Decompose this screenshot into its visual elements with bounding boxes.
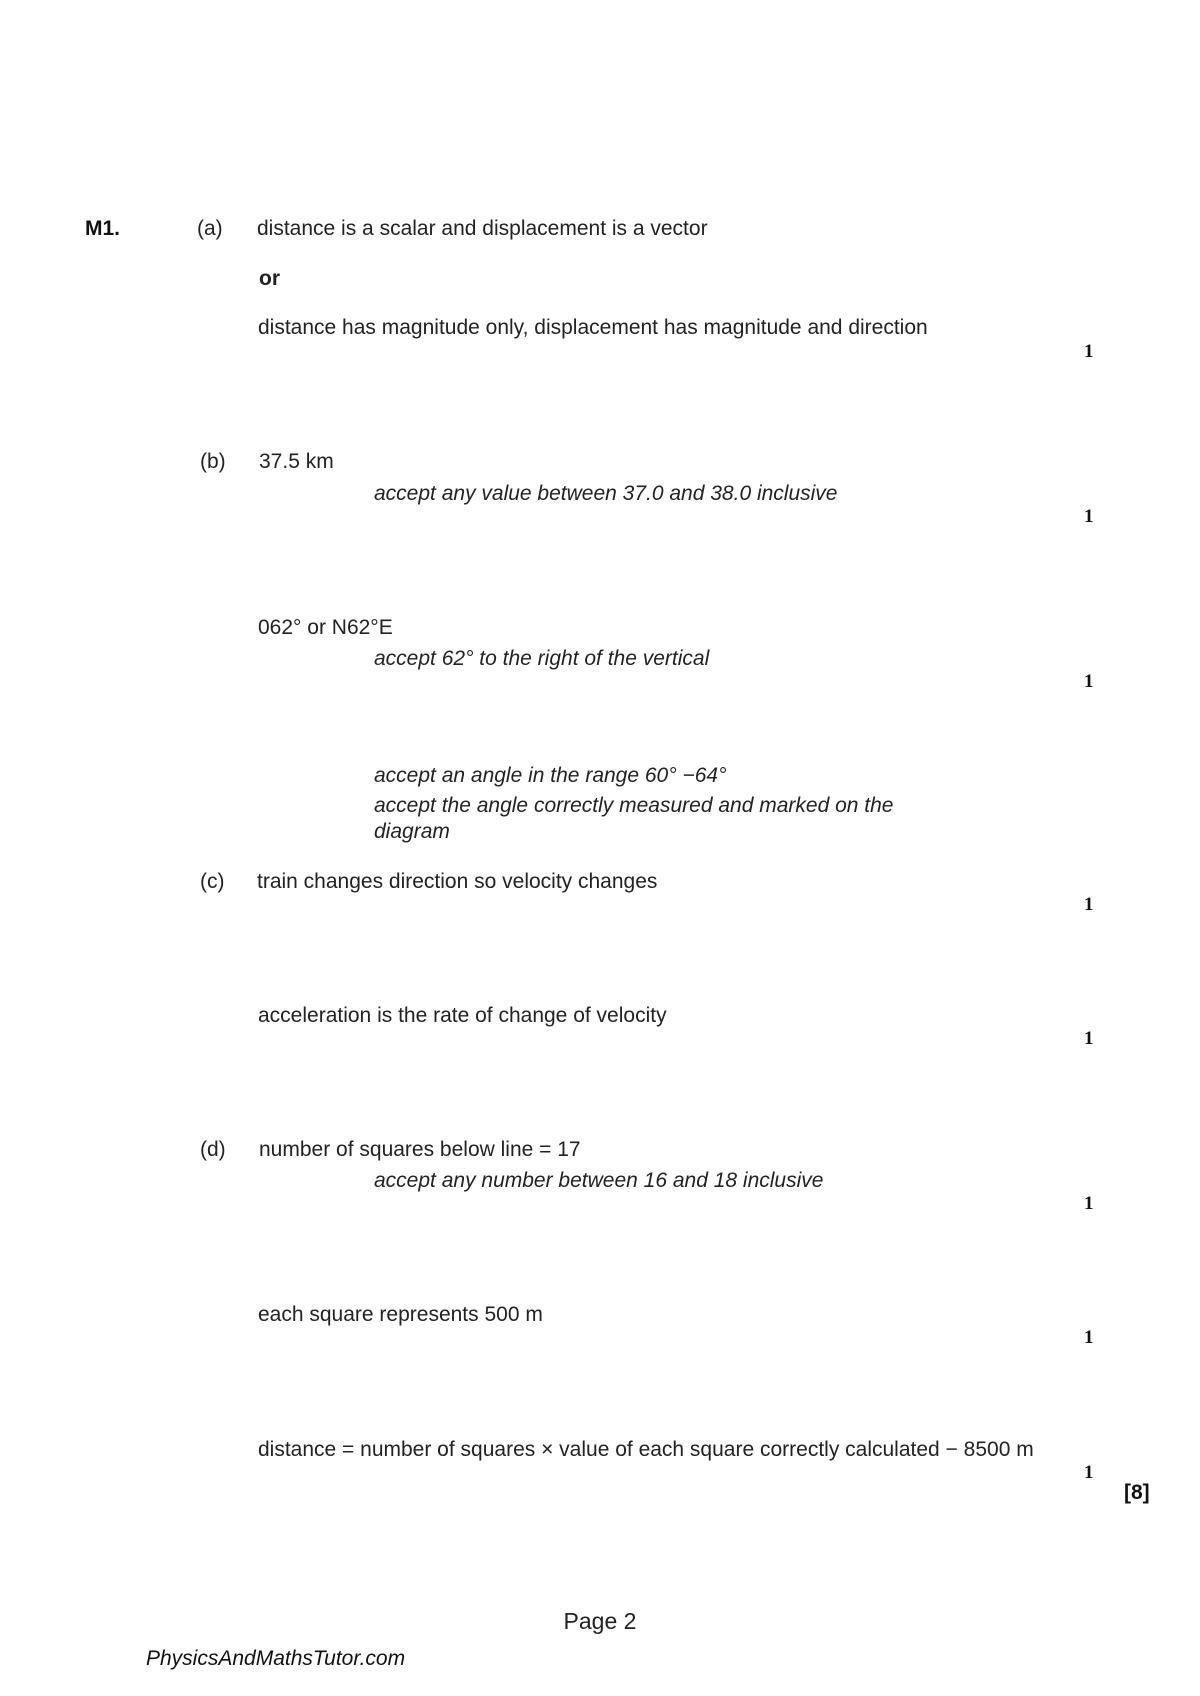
part-c-answer-1: train changes direction so velocity changes [257, 870, 658, 893]
part-d-answer-2: each square represents 500 m [258, 1303, 543, 1326]
part-a-or: or [259, 267, 280, 290]
part-a-label: (a) [197, 217, 223, 240]
mark-7: 1 [1084, 1327, 1094, 1348]
part-b-answer-2: 062° or N62°E [258, 616, 393, 639]
part-b-label: (b) [200, 450, 226, 473]
part-d-answer-1: number of squares below line = 17 [259, 1138, 581, 1161]
mark-2: 1 [1084, 506, 1094, 527]
question-number: M1. [85, 217, 121, 240]
mark-4: 1 [1084, 894, 1094, 915]
footer-brand: PhysicsAndMathsTutor.com [146, 1647, 406, 1670]
mark-8: 1 [1084, 1462, 1094, 1483]
part-d-label: (d) [200, 1138, 226, 1161]
part-b-note-3: accept an angle in the range 60° −64° [374, 764, 727, 787]
part-b-note-4b: diagram [374, 820, 450, 843]
part-b-note-1: accept any value between 37.0 and 38.0 inclusive [374, 482, 838, 505]
mark-5: 1 [1084, 1028, 1094, 1049]
mark-6: 1 [1084, 1193, 1094, 1214]
part-c-answer-2: acceleration is the rate of change of velocity [258, 1004, 667, 1027]
part-b-note-4a: accept the angle correctly measured and marked on the [374, 794, 894, 817]
total-marks: [8] [1124, 1481, 1150, 1504]
part-b-note-2: accept 62° to the right of the vertical [374, 647, 710, 670]
part-a-answer-1: distance is a scalar and displacement is a vector [257, 217, 708, 240]
part-b-answer-1: 37.5 km [259, 450, 334, 473]
part-d-answer-3: distance = number of squares × value of each square correctly calculated − 8500 m [258, 1438, 1034, 1461]
page-number: Page 2 [563, 1608, 637, 1634]
mark-3: 1 [1084, 671, 1094, 692]
part-a-answer-2: distance has magnitude only, displacement has magnitude and direction [258, 316, 928, 339]
mark-1: 1 [1084, 341, 1094, 362]
part-c-label: (c) [200, 870, 225, 893]
part-d-note-1: accept any number between 16 and 18 inclusive [374, 1169, 824, 1192]
